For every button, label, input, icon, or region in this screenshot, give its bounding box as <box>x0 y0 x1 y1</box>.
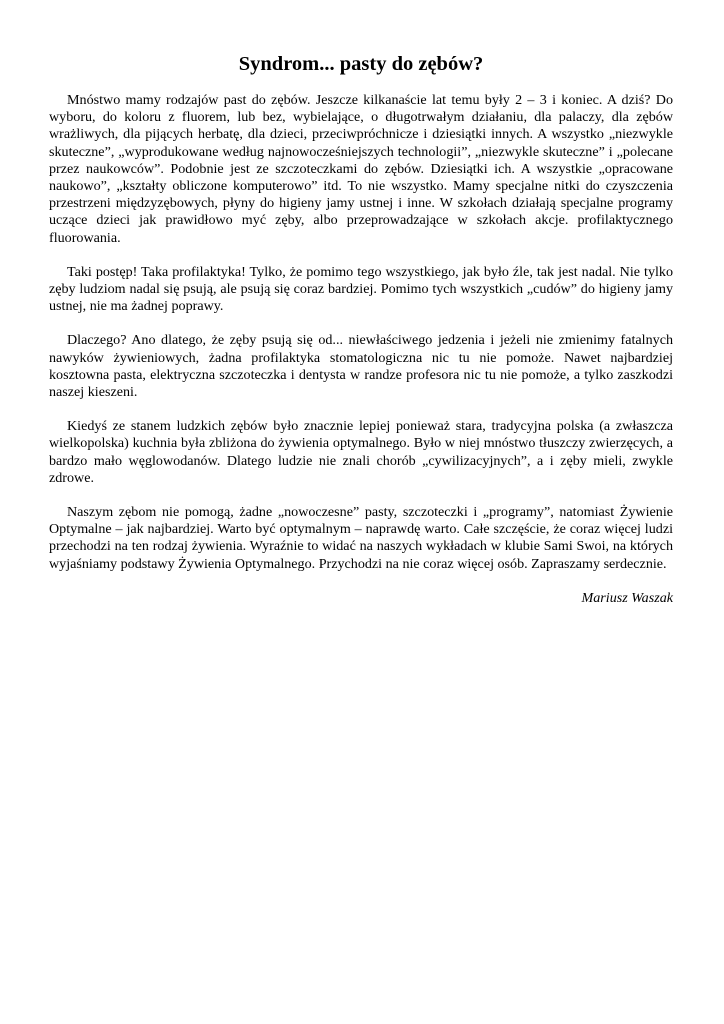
paragraph-1: Mnóstwo mamy rodzajów past do zębów. Jeszcze kilkanaście lat temu były 2 – 3 i koniec. A dziś? Do wyboru, do koloru z fluorem, lub bez, wybielające, o długotrwałym działaniu, dla palaczy, dla zębów wrażliwych, dla pijących herbatę, dla dzieci, przeciwpróchnicze i dziesiątki innych. A wszystko „niezwykle skuteczne”, „wyprodukowane według najnowocześniejszych technologii”, „niezwykle skuteczne” i „polecane przez naukowców”. Podobnie jest ze szczoteczkami do zębów. Dziesiątki ich. A wszystkie „opracowane naukowo”, „kształty obliczone komputerowo” itd. To nie wszystko. Mamy specjalne nitki do czyszczenia przestrzeni międzyzębowych, płyny do higieny jamy ustnej i inne. W szkołach działają specjalne programy uczące dzieci jak prawidłowo myć zęby, albo przeprowadzające w szkołach akcje. profilaktycznego fluorowania. <box>49 92 673 246</box>
document-title: Syndrom... pasty do zębów? <box>238 53 484 75</box>
document-page <box>49 50 673 607</box>
paragraph-5: Naszym zębom nie pomogą, żadne „nowoczesne” pasty, szczoteczki i „programy”, natomiast Żywienie Optymalne – jak najbardziej. Warto być optymalnym – naprawdę warto. Całe szczęście, że coraz więcej ludzi przechodzi na ten rodzaj żywienia. Wyraźnie to widać na naszych wykładach w klubie Sami Swoi, na których wyjaśniamy podstawy Żywienia Optymalnego. Przychodzi na nie coraz więcej osób. Zapraszamy serdecznie. <box>49 504 673 572</box>
paragraph-2: Taki postęp! Taka profilaktyka! Tylko, że pomimo tego wszystkiego, jak było źle, tak jest nadal. Nie tylko zęby ludziom nadal się psują, ale psują się coraz bardziej. Pomimo tych wszystkich „cudów” do higieny jamy ustnej, nie ma żadnej poprawy. <box>49 263 673 315</box>
paragraph-3: Dlaczego? Ano dlatego, że zęby psują się od... niewłaściwego jedzenia i jeżeli nie zmienimy fatalnych nawyków żywieniowych, żadna profilaktyka stomatologiczna nic tu nie pomoże. Nawet najbardziej kosztowna pasta, elektryczna szczoteczka i dentysta w randze profesora nic tu nie pomoże, a tylko zaszkodzi naszej kieszeni. <box>49 332 673 401</box>
author-signature: Mariusz Waszak <box>581 589 673 606</box>
paragraph-4: Kiedyś ze stanem ludzkich zębów było znacznie lepiej ponieważ stara, tradycyjna polska (a zwłaszcza wielkopolska) kuchnia była zbliżona do żywienia optymalnego. Było w niej mnóstwo tłuszczy zwierzęcych, a bardzo mało węglowodanów. Dlatego ludzie nie znali chorób „cywilizacyjnych”, a i zęby mieli, zwykle zdrowe. <box>49 418 673 486</box>
